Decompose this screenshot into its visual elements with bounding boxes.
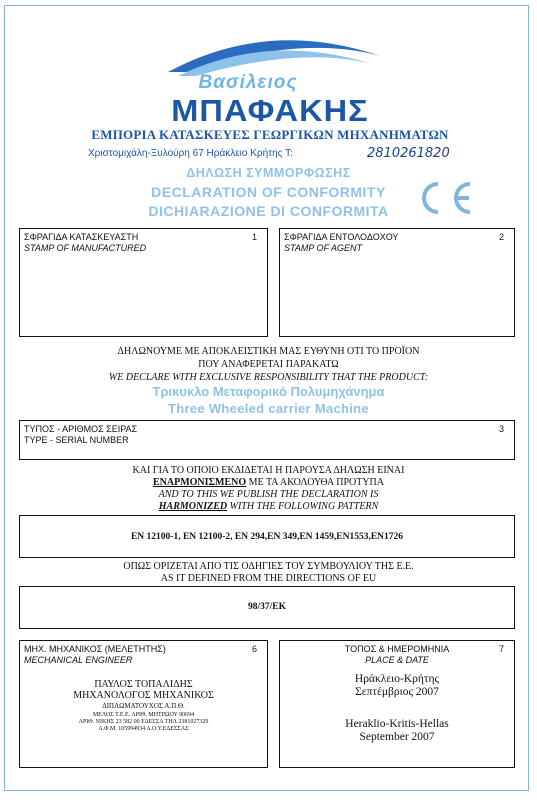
place-greek: Ηράκλειο-Κρήτης bbox=[354, 673, 440, 685]
engineer-label-gr: ΜΗΧ. ΜΗΧΑΝΙΚΟΣ (ΜΕΛΕΤΗΤΗΣ) bbox=[24, 644, 166, 654]
stamp-agent-label-gr: ΣΦΡΑΓΙΔΑ ΕΝΤΟΛΟΔΟΧΟΥ bbox=[284, 232, 399, 242]
harmonized-line2-en-rest: WITH THE FOLLOWING PATTERN bbox=[227, 501, 379, 512]
type-serial-label-en: TYPE - SERIAL NUMBER bbox=[24, 435, 129, 445]
stamp-manufacturer-label-en: STAMP OF MANUFACTURED bbox=[24, 243, 147, 253]
stamp-manufacturer-label-gr: ΣΦΡΑΓΙΔΑ ΚΑΤΑΣΚΕΥΑΣΤΗ bbox=[24, 232, 139, 242]
engineer-stamp-line4: Α.Φ.Μ. 105994934 Δ.Ο.Υ.ΕΔΕΣΣΑΣ bbox=[98, 726, 189, 732]
place-date-label-gr: ΤΟΠΟΣ & ΗΜΕΡΟΜΗΝΙΑ bbox=[344, 644, 450, 654]
engineer-title: ΜΗΧΑΝΟΛΟΓΟΣ ΜΗΧΑΝΙΚΟΣ bbox=[73, 690, 214, 701]
declaration-line2-gr: ΠΟΥ ΑΝΑΦΕΡΕΤΑΙ ΠΑΡΑΚΑΤΩ bbox=[198, 359, 339, 370]
engineer-box bbox=[19, 640, 268, 768]
product-name-en: Three Wheeled carrier Machine bbox=[168, 401, 369, 416]
harmonized-line1-gr: ΚΑΙ ΓΙΑ ΤΟ ΟΠΟΙΟ ΕΚΔΙΔΕΤΑΙ Η ΠΑΡΟΥΣΑ ΔΗΛΩΣΗ ΕΙΝΑΙ bbox=[132, 465, 405, 476]
brand-surname: ΜΠΑΦΑΚΗΣ bbox=[171, 93, 369, 128]
engineer-name: ΠΑΥΛΟΣ ΤΟΠΑΛΙΔΗΣ bbox=[94, 679, 193, 690]
standards-box bbox=[19, 515, 515, 558]
engineer-stamp-line2: ΜΕΛΟΣ Τ.Ε.Ε. ΑΡΙΘ. ΜΗΤΡΩΟΥ 90694 bbox=[92, 712, 195, 718]
type-serial-label-gr: ΤΥΠΟΣ - ΑΡΙΘΜΟΣ ΣΕΙΡΑΣ bbox=[24, 424, 138, 434]
title-english: DECLARATION OF CONFORMITY bbox=[151, 184, 386, 200]
harmonized-word-en: HARMONIZED bbox=[158, 501, 228, 512]
engineer-stamp-line1: ΔΙΠΛΩΜΑΤΟΥΧΟΣ Α.Π.Θ. bbox=[102, 702, 185, 710]
product-name-gr: Τρικυκλο Μεταφορικό Πολυμηχάνημα bbox=[152, 384, 385, 399]
harmonized-line2-gr bbox=[0, 477, 537, 489]
company-tagline: ΕΜΠΟΡΙΑ ΚΑΤΑΣΚΕΥΕΣ ΓΕΩΡΓΙΚΩΝ ΜΗΧΑΝΗΜΑΤΩΝ bbox=[91, 127, 449, 142]
box-number: 7 bbox=[498, 644, 504, 654]
ce-mark-icon bbox=[420, 180, 480, 216]
standards-list: EN 12100-1, EN 12100-2, EN 294,EN 349,EN 1459,EN1553,EN1726 bbox=[130, 532, 404, 542]
place-date-label-en: PLACE & DATE bbox=[365, 655, 429, 665]
directive-number: 98/37/EK bbox=[247, 602, 286, 612]
directives-box bbox=[19, 586, 515, 629]
place-date-box bbox=[279, 640, 515, 768]
harmonized-word-gr: ΕΝΑΡΜΟΝΙΣΜΕΝΟ bbox=[152, 477, 247, 488]
harmonized-line1-en: AND TO THIS WE PUBLISH THE DECLARATION IS bbox=[158, 489, 379, 500]
directives-line-en: AS IT DEFINED FROM THE DIRECTIONS OF EU bbox=[160, 573, 377, 584]
stamp-agent-label-en: STAMP OF AGENT bbox=[284, 243, 363, 253]
declaration-line1-gr: ΔΗΛΩΝΟΥΜΕ ΜΕ ΑΠΟΚΛΕΙΣΤΙΚΗ ΜΑΣ ΕΥΘΥΝΗ ΟΤΙ ΤΟ ΠΡΟΪΟΝ bbox=[117, 346, 420, 357]
stamp-agent-box bbox=[279, 228, 515, 337]
date-english: September 2007 bbox=[359, 731, 435, 743]
company-address: Χριστομιχάλη-Ξυλούρη 67 Ηράκλειο Κρήτης Τ: bbox=[88, 148, 293, 159]
harmonized-line2-gr-rest: ΜΕ ΤΑ ΑΚΟΛΟΥΘΑ ΠΡΟΤΥΠΑ bbox=[246, 477, 385, 488]
harmonized-line2-en bbox=[0, 501, 537, 513]
handwritten-phone: 2810261820 bbox=[367, 146, 450, 161]
box-number: 6 bbox=[251, 644, 257, 654]
engineer-label-en: MECHANICAL ENGINEER bbox=[24, 655, 133, 665]
declaration-line-en: WE DECLARE WITH EXCLUSIVE RESPONSIBILITY THAT THE PRODUCT: bbox=[108, 372, 429, 383]
box-number: 1 bbox=[251, 232, 257, 242]
place-english: Heraklio-Kritis-Hellas bbox=[345, 718, 449, 730]
directives-line-gr: ΟΠΩΣ ΟΡΙΖΕΤΑΙ ΑΠΟ ΤΙΣ ΟΔΗΓΙΕΣ ΤΟΥ ΣΥΜΒΟΥΛΙΟΥ ΤΗΣ Ε.Ε. bbox=[123, 561, 414, 572]
title-greek: ΔΗΛΩΣΗ ΣΥΜΜΟΡΦΩΣΗΣ bbox=[186, 166, 351, 180]
box-number: 2 bbox=[498, 232, 504, 242]
engineer-stamp-line3: ΑΡΙΘ. ΝΙΚΗΣ 23 582 00 ΕΔΕΣΣΑ ΤΗΛ 2381027329 bbox=[78, 719, 209, 725]
date-greek: Σεπτέμβριος 2007 bbox=[355, 686, 439, 698]
box-number: 3 bbox=[498, 424, 504, 434]
type-serial-box bbox=[19, 420, 515, 460]
brand-first-name: Βασίλειος bbox=[198, 72, 298, 93]
stamp-manufacturer-box bbox=[19, 228, 268, 337]
title-italian: DICHIARAZIONE DI CONFORMITA bbox=[148, 203, 389, 219]
